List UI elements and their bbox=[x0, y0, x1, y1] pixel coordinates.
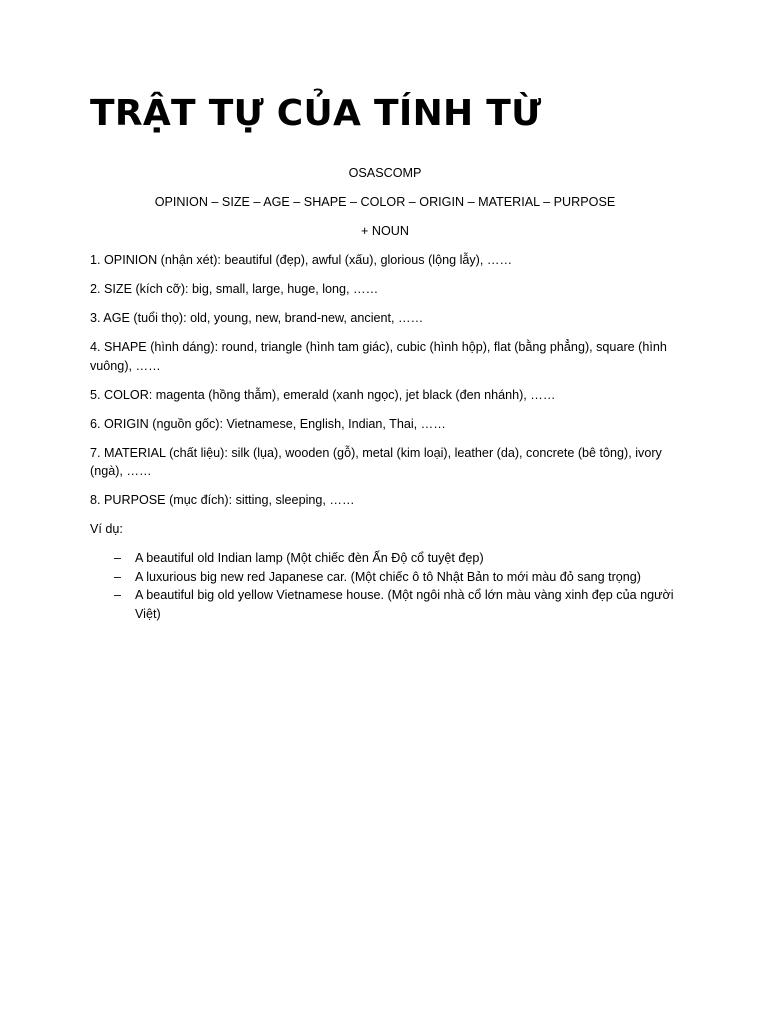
example-text: A luxurious big new red Japanese car. (Một chiếc ô tô Nhật Bản to mới màu đỏ sang trọng) bbox=[135, 569, 641, 584]
order-item-purpose: 8. PURPOSE (mục đích): sitting, sleeping, …… bbox=[90, 493, 355, 507]
example-list bbox=[90, 549, 680, 623]
dash-bullet: – bbox=[114, 569, 122, 584]
acronym-line: OSASCOMP bbox=[348, 166, 422, 180]
document-body bbox=[90, 164, 680, 623]
list-item bbox=[90, 586, 680, 623]
list-item bbox=[90, 549, 680, 568]
order-item-color: 5. COLOR: magenta (hồng thẫm), emerald (xanh ngọc), jet black (đen nhánh), …… bbox=[90, 387, 556, 402]
order-item-origin: 6. ORIGIN (nguồn gốc): Vietnamese, English, Indian, Thai, …… bbox=[90, 416, 446, 431]
order-item-material: 7. MATERIAL (chất liệu): silk (lụa), wooden (gỗ), metal (kim loại), leather (da), concrete (bê tông), ivory (ngà), …… bbox=[90, 445, 662, 478]
example-text: A beautiful big old yellow Vietnamese house. (Một ngôi nhà cổ lớn màu vàng xinh đẹp của người Việt) bbox=[135, 588, 674, 621]
example-label: Ví dụ: bbox=[90, 522, 123, 536]
order-item-age: 3. AGE (tuổi thọ): old, young, new, brand-new, ancient, …… bbox=[90, 311, 424, 325]
order-item-opinion: 1. OPINION (nhận xét): beautiful (đẹp), awful (xấu), glorious (lộng lẫy), …… bbox=[90, 253, 513, 267]
example-text: A beautiful old Indian lamp (Một chiếc đèn Ấn Độ cổ tuyệt đẹp) bbox=[135, 551, 484, 565]
dash-bullet: – bbox=[114, 551, 122, 565]
order-item-size: 2. SIZE (kích cỡ): big, small, large, huge, long, …… bbox=[90, 282, 379, 296]
order-line: OPINION – SIZE – AGE – SHAPE – COLOR – ORIGIN – MATERIAL – PURPOSE bbox=[154, 195, 616, 209]
order-item-shape: 4. SHAPE (hình dáng): round, triangle (hình tam giác), cubic (hình hộp), flat (bằng phẳng), square (hình vuông), …… bbox=[90, 340, 667, 373]
noun-line: + NOUN bbox=[361, 224, 409, 238]
dash-bullet: – bbox=[114, 588, 122, 602]
list-item bbox=[90, 568, 680, 587]
page-title: TRẬT TỰ CỦA TÍNH TỪ bbox=[90, 93, 542, 134]
